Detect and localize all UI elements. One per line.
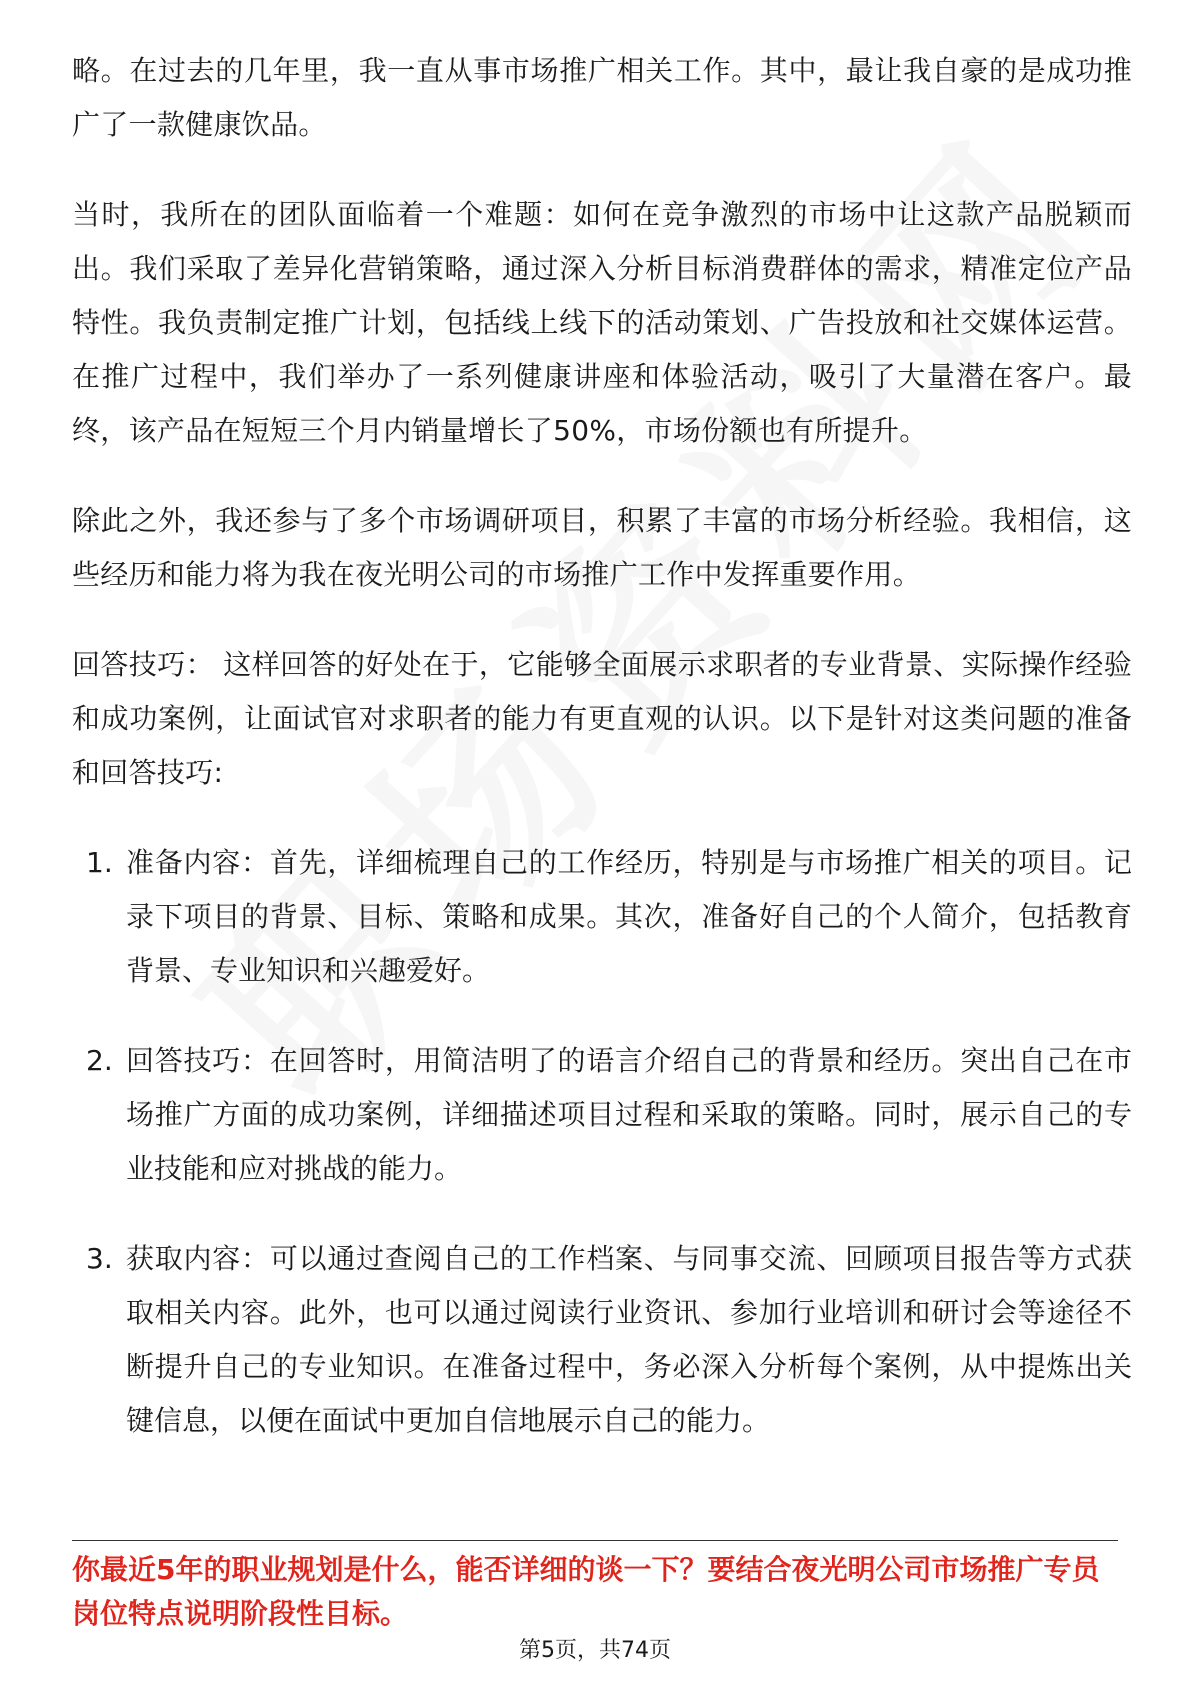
list-item-number: 2. [86,1044,113,1077]
tips-list [72,836,1132,1448]
list-item [72,836,1132,998]
paragraph-additional-experience: 除此之外，我还参与了多个市场调研项目，积累了丰富的市场分析经验。我相信，这些经历和能力将为我在夜光明公司的市场推广工作中发挥重要作用。 [72,504,1132,591]
list-item-text: 获取内容：可以通过查阅自己的工作档案、与同事交流、回顾项目报告等方式获取相关内容。此外，也可以通过阅读行业资讯、参加行业培训和研讨会等途径不断提升自己的专业知识。在准备过程中，务必深入分析每个案例，从中提炼出关键信息，以便在面试中更加自信地展示自己的能力。 [126,1242,1132,1437]
list-item-text: 回答技巧：在回答时，用简洁明了的语言介绍自己的背景和经历。突出自己在市场推广方面的成功案例，详细描述项目过程和采取的策略。同时，展示自己的专业技能和应对挑战的能力。 [126,1044,1132,1185]
list-item-number: 1. [86,846,113,879]
page-number: 第5页，共74页 [519,1638,671,1663]
list-item [72,1232,1132,1448]
paragraph-experience-intro: 略。在过去的几年里，我一直从事市场推广相关工作。其中，最让我自豪的是成功推广了一款健康饮品。 [72,54,1132,141]
section-divider [72,1540,1118,1541]
next-question-heading: 你最近5年的职业规划是什么，能否详细的谈一下？要结合夜光明公司市场推广专员岗位特点说明阶段性目标。 [72,1553,1100,1630]
list-item-number: 3. [86,1242,113,1275]
paragraph-case-study: 当时，我所在的团队面临着一个难题：如何在竞争激烈的市场中让这款产品脱颖而出。我们采取了差异化营销策略，通过深入分析目标消费群体的需求，精准定位产品特性。我负责制定推广计划，包括线上线下的活动策划、广告投放和社交媒体运营。在推广过程中，我们举办了一系列健康讲座和体验活动，吸引了大量潜在客户。最终，该产品在短短三个月内销量增长了50%，市场份额也有所提升。 [72,198,1132,447]
paragraph-answer-tips: 回答技巧： 这样回答的好处在于，它能够全面展示求职者的专业背景、实际操作经验和成功案例，让面试官对求职者的能力有更直观的认识。以下是针对这类问题的准备和回答技巧: [72,648,1132,789]
document-body [72,44,1132,1484]
list-item [72,1034,1132,1196]
list-item-text: 准备内容：首先，详细梳理自己的工作经历，特别是与市场推广相关的项目。记录下项目的背景、目标、策略和成果。其次，准备好自己的个人简介，包括教育背景、专业知识和兴趣爱好。 [126,846,1132,987]
